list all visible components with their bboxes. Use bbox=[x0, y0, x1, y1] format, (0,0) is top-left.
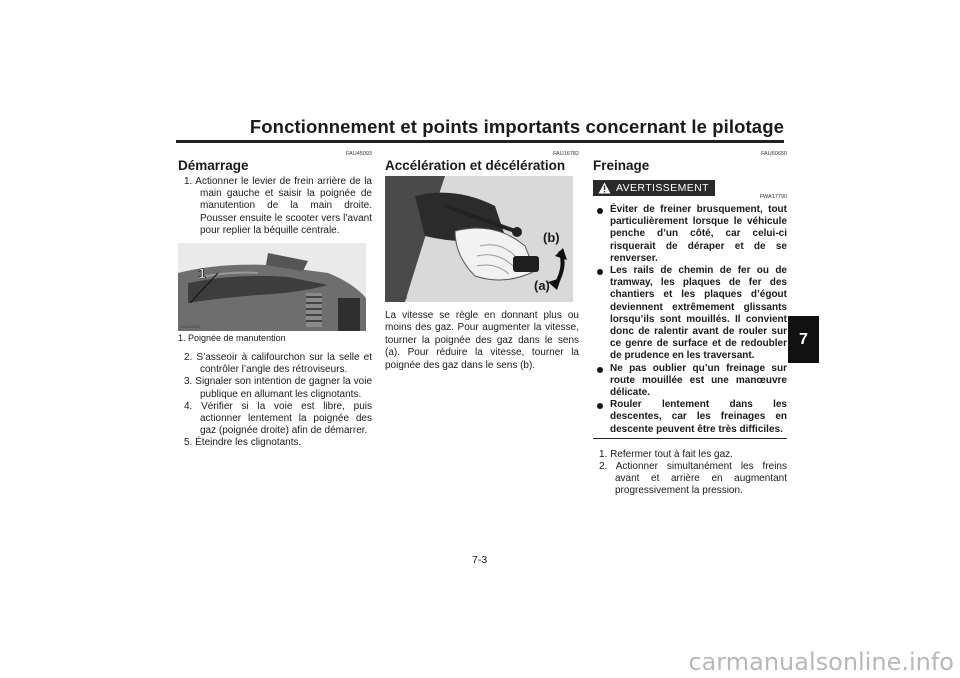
warning-end-rule bbox=[593, 438, 787, 439]
throttle-grip-figure bbox=[385, 176, 573, 302]
body-text: La vitesse se règle en donnant plus ou moins des gaz. Pour augmenter la vitesse, tourner la poignée des gaz dans le sens (a). Pour réduire la vitesse, tourner la poignée des gaz dans le sens (b). bbox=[385, 310, 579, 371]
section-acceleration bbox=[385, 150, 579, 372]
section-code: FAU60650 bbox=[761, 151, 787, 157]
warning-badge bbox=[593, 180, 715, 196]
warning-item: Éviter de freiner brusquement, tout particulièrement lorsque le véhicule penche d’un côté, car celui-ci risquerait de déraper et de se renverser. bbox=[593, 204, 787, 265]
header-rule bbox=[176, 140, 784, 143]
watermark[interactable]: carmanualsonline.info bbox=[688, 648, 954, 676]
scooter-rear-illustration bbox=[178, 243, 366, 331]
step-item: 1. Actionner le levier de frein arrière de la main gauche et saisir la poignée de manutention de la main droite. Pousser ensuite le scooter vers l’avant pour replier la béquille centrale. bbox=[184, 176, 372, 236]
section-code: FAU16782 bbox=[553, 151, 579, 157]
warning-item: Les rails de chemin de fer ou de tramway, les plaques de fer des chantiers et les plaques d’égout deviennent extrêmement glissants lorsqu’ils sont mouillés. Il convient donc de ralentir avant de rouler sur ce genre de surface et de redoubler de prudence en les traversant. bbox=[593, 265, 787, 363]
step-item: 4. Vérifier si la voie est libre, puis actionner lentement la poignée des gaz (poignée droite) afin de démarrer. bbox=[184, 400, 372, 437]
bullet-icon bbox=[597, 367, 603, 373]
section-code: FAU45093 bbox=[346, 151, 372, 157]
figure-code: ZAUM1834 bbox=[387, 295, 408, 300]
chapter-tab[interactable]: 7 bbox=[788, 316, 819, 363]
warning-triangle-icon bbox=[598, 182, 611, 194]
bullet-icon bbox=[597, 208, 603, 214]
figure-code: ZAUN1855 bbox=[180, 324, 200, 330]
direction-label-b: (b) bbox=[543, 230, 560, 245]
warning-code: FWA17790 bbox=[759, 194, 787, 200]
step-item: 2. Actionner simultanément les freins avant et arrière en augmentant progressivement la pression. bbox=[599, 461, 787, 497]
step-item: 2. S’asseoir à califourchon sur la selle et contrôler l’angle des rétroviseurs. bbox=[184, 352, 372, 376]
section-title: Accélération et décélération bbox=[385, 158, 566, 173]
bullet-icon bbox=[597, 403, 603, 409]
step-item: 1. Refermer tout à fait les gaz. bbox=[599, 448, 733, 460]
figure-caption: 1. Poignée de manutention bbox=[178, 333, 286, 344]
warning-item: Rouler lentement dans les descentes, car les freinages en descente peuvent être très difficiles. bbox=[593, 399, 787, 436]
page-header-title: Fonctionnement et points importants concernant le pilotage bbox=[249, 116, 784, 137]
direction-label-a: (a) bbox=[534, 278, 550, 293]
warning-item: Ne pas oublier qu’un freinage sur route mouillée est une manœuvre délicate. bbox=[593, 363, 787, 400]
section-title: Démarrage bbox=[178, 158, 249, 173]
section-freinage bbox=[593, 150, 787, 498]
warning-list bbox=[593, 204, 787, 436]
scooter-rear-figure bbox=[178, 243, 366, 331]
bullet-icon bbox=[597, 269, 603, 275]
section-title: Freinage bbox=[593, 158, 650, 173]
page-number: 7-3 bbox=[472, 554, 488, 566]
step-item: 3. Signaler son intention de gagner la voie publique en allumant les clignotants. bbox=[184, 376, 372, 400]
step-item: 5. Éteindre les clignotants. bbox=[184, 437, 302, 449]
warning-label: AVERTISSEMENT bbox=[616, 182, 709, 194]
figure-callout: 1 bbox=[198, 265, 206, 282]
section-demarrage bbox=[178, 150, 372, 450]
